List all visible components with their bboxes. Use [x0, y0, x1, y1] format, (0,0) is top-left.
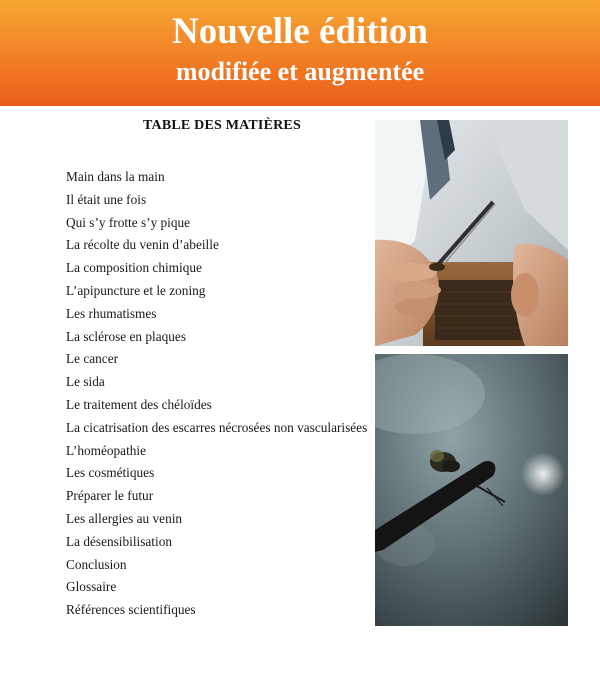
toc-item: La désensibilisation: [66, 533, 172, 549]
toc-list: [66, 166, 367, 622]
toc-item: Le sida: [66, 374, 105, 390]
toc-item: Main dans la main: [66, 169, 165, 184]
toc-item: Il était une fois: [66, 191, 147, 207]
toc-item: La cicatrisation des escarres nécrosées non vascularisées: [66, 419, 368, 435]
toc-item: Les rhumatismes: [66, 305, 157, 321]
orange-banner: [0, 0, 600, 106]
hands-holding-bee-with-tweezers-photo: [375, 120, 568, 346]
banner-title: Nouvelle édition: [172, 11, 428, 52]
toc-item: Le traitement des chéloïdes: [66, 396, 212, 412]
toc-item: Le cancer: [66, 351, 119, 367]
toc-item: L’homéopathie: [66, 442, 147, 458]
toc-item: Les allergies au venin: [66, 510, 183, 526]
toc-item: Glossaire: [66, 579, 117, 595]
banner-subtitle: modifiée et augmentée: [175, 57, 425, 86]
toc-item: L’apipuncture et le zoning: [66, 282, 206, 298]
toc-item: La sclérose en plaques: [66, 328, 186, 344]
toc-item: La composition chimique: [66, 260, 202, 276]
toc-item: Les cosmétiques: [66, 465, 155, 481]
toc-item: Conclusion: [66, 556, 127, 572]
toc-item: Qui s’y frotte s’y pique: [66, 214, 191, 230]
toc-item: Références scientifiques: [66, 602, 196, 618]
bee-on-stick-silhouette-photo: [375, 354, 568, 626]
toc-heading: TABLE DES MATIÈRES: [143, 118, 301, 133]
toc-item: Préparer le futur: [66, 488, 154, 504]
toc-item: La récolte du venin d’abeille: [66, 237, 219, 253]
